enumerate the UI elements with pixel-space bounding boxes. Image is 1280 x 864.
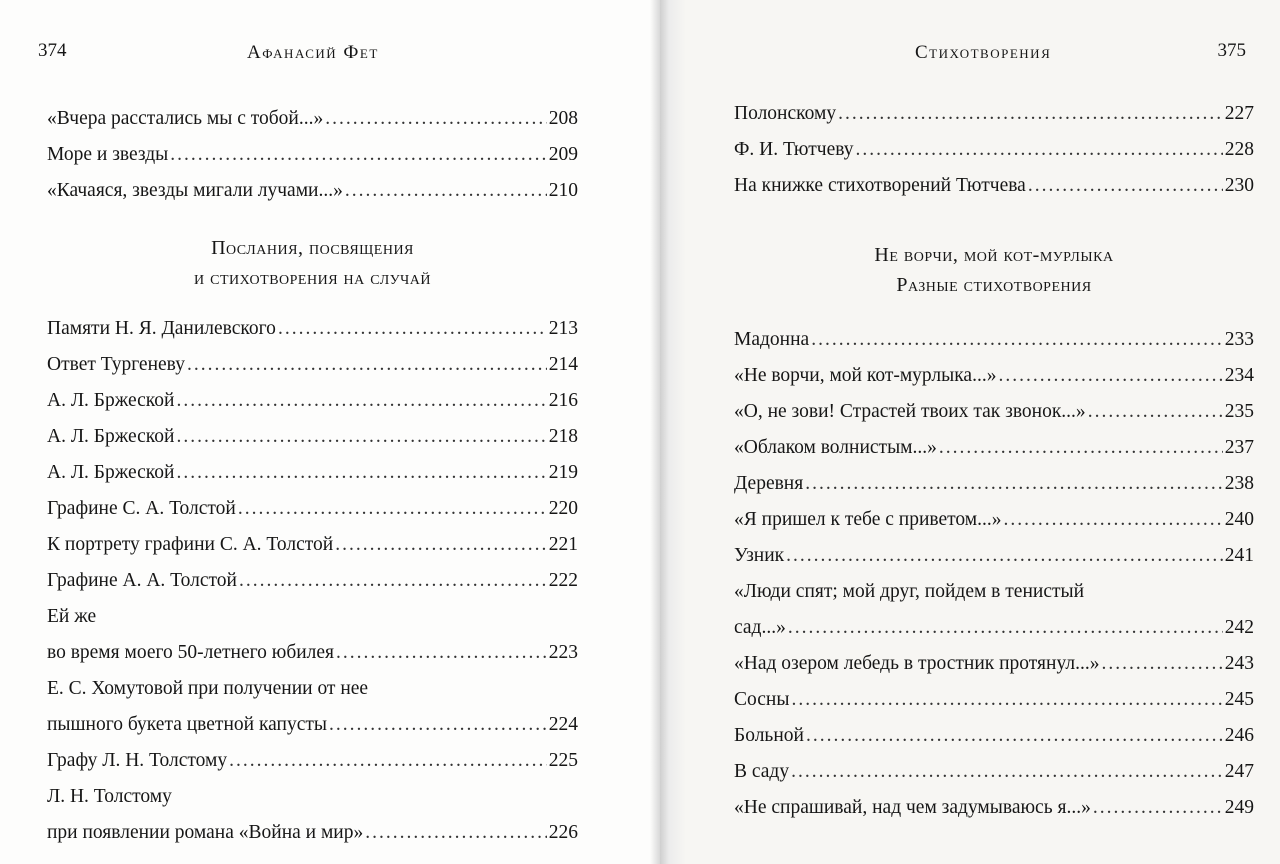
dot-leader: [1088, 394, 1223, 430]
toc-entry-page: 213: [548, 318, 578, 339]
toc-entry-page: 220: [548, 498, 578, 519]
dot-leader: [811, 322, 1223, 358]
toc-entry-title: Памяти Н. Я. Данилевского: [47, 318, 276, 339]
toc-entry-page: 227: [1224, 103, 1254, 124]
running-head-title: Афанасий Фет: [247, 42, 379, 63]
toc-entry: [47, 419, 578, 455]
toc-entry-page: 243: [1224, 653, 1254, 674]
toc-entry-page: 238: [1224, 473, 1254, 494]
toc-entry-page: 221: [548, 534, 578, 555]
toc-entry-title: «Облаком волнистым...»: [734, 437, 937, 458]
toc-entry-title: пышного букета цветной капусты: [47, 714, 327, 735]
dot-leader: [239, 563, 547, 599]
toc-entry-title: Ф. И. Тютчеву: [734, 139, 854, 160]
toc-list-top: [47, 101, 578, 209]
toc-entry: [734, 682, 1254, 718]
toc-entry: [734, 754, 1254, 790]
toc-entry: [734, 430, 1254, 466]
section-title-line2: и стихотворения на случай: [194, 267, 431, 289]
toc-entry: [47, 671, 578, 743]
toc-entry-page: 225: [548, 750, 578, 771]
toc-entry: [47, 779, 578, 851]
toc-entry: [734, 132, 1254, 168]
dot-leader: [187, 347, 547, 383]
toc-entry-page: 223: [548, 642, 578, 663]
toc-entry-title: Сосны: [734, 689, 790, 710]
dot-leader: [238, 491, 547, 527]
toc-list-top: [734, 96, 1254, 204]
dot-leader: [335, 527, 547, 563]
running-head: [660, 40, 1280, 66]
toc-entry-title: Е. С. Хомутовой при получении от нее: [47, 678, 369, 699]
dot-leader: [176, 383, 546, 419]
toc-entry-title: «Я пришел к тебе с приветом...»: [734, 509, 1002, 530]
toc-entry-title: На книжке стихотворений Тютчева: [734, 175, 1026, 196]
dot-leader: [1101, 646, 1222, 682]
toc-entry-page: 222: [548, 570, 578, 591]
toc-entry: [734, 574, 1254, 646]
section-heading: [47, 233, 578, 293]
gutter-shadow: [660, 0, 686, 864]
dot-leader: [170, 137, 546, 173]
toc-entry-title: «Не ворчи, мой кот-мурлыка...»: [734, 365, 997, 386]
dot-leader: [1028, 168, 1223, 204]
toc-entry: [734, 790, 1254, 826]
toc-entry: [734, 394, 1254, 430]
toc-entry: [47, 527, 578, 563]
dot-leader: [176, 419, 546, 455]
toc-entry: [47, 563, 578, 599]
dot-leader: [786, 538, 1223, 574]
toc-list-section: [734, 322, 1254, 826]
toc-entry-page: 224: [548, 714, 578, 735]
toc-entry-title: Больной: [734, 725, 804, 746]
toc-entry: [734, 168, 1254, 204]
dot-leader: [856, 132, 1223, 168]
toc-entry-page: 241: [1224, 545, 1254, 566]
toc-entry-title: Ответ Тургеневу: [47, 354, 185, 375]
dot-leader: [838, 96, 1223, 132]
toc-entry-title: «О, не зови! Страстей твоих так звонок...»: [734, 401, 1086, 422]
toc-entry-title: А. Л. Бржеской: [47, 462, 175, 483]
toc-entry: [734, 96, 1254, 132]
page-number: 375: [1217, 40, 1246, 61]
section-title-line1: Послания, посвящения: [211, 237, 414, 259]
toc-entry-title: «Люди спят; мой друг, пойдем в тенистый: [734, 581, 1085, 602]
dot-leader: [1004, 502, 1223, 538]
toc-entry-title: «Вчера расстались мы с тобой...»: [47, 108, 324, 129]
dot-leader: [788, 610, 1223, 646]
toc-entry-title: Деревня: [734, 473, 804, 494]
toc-entry-page: 219: [548, 462, 578, 483]
toc-entry-title: сад...»: [734, 617, 786, 638]
toc-entry-page: 218: [548, 426, 578, 447]
dot-leader: [336, 635, 547, 671]
toc-list-section: [47, 311, 578, 851]
toc-entry-title: Графине С. А. Толстой: [47, 498, 236, 519]
toc-entry-title: Полонскому: [734, 103, 837, 124]
toc-entry-page: 228: [1224, 139, 1254, 160]
dot-leader: [939, 430, 1223, 466]
dot-leader: [806, 718, 1223, 754]
toc-entry: [47, 347, 578, 383]
toc-entry-title: «Над озером лебедь в тростник протянул...»: [734, 653, 1100, 674]
toc-entry-page: 242: [1224, 617, 1254, 638]
dot-leader: [329, 707, 547, 743]
page-number: 374: [38, 40, 67, 61]
toc-entry-page: 230: [1224, 175, 1254, 196]
toc-entry-page: 245: [1224, 689, 1254, 710]
toc-entry-title: К портрету графини С. А. Толстой: [47, 534, 334, 555]
toc-entry-page: 216: [548, 390, 578, 411]
toc-entry: [47, 743, 578, 779]
toc-entry-page: 226: [548, 822, 578, 843]
running-head-title: Стихотворения: [915, 42, 1052, 63]
toc-entry-page: 208: [548, 108, 578, 129]
toc-entry-page: 209: [548, 144, 578, 165]
section-heading: [734, 240, 1254, 300]
dot-leader: [345, 173, 547, 209]
dot-leader: [1093, 790, 1223, 826]
toc-entry: [734, 466, 1254, 502]
page-edge-shadow: [650, 0, 660, 864]
section-title-line2: Разные стихотворения: [896, 274, 1092, 296]
toc-entry: [734, 322, 1254, 358]
toc-entry-title: во время моего 50-летнего юбилея: [47, 642, 335, 663]
dot-leader: [229, 743, 547, 779]
toc-entry-title: «Не спрашивай, над чем задумываюсь я...»: [734, 797, 1091, 818]
toc-entry-page: 237: [1224, 437, 1254, 458]
toc-entry: [734, 502, 1254, 538]
toc-entry: [734, 718, 1254, 754]
toc-entry-page: 249: [1224, 797, 1254, 818]
toc-entry-page: 246: [1224, 725, 1254, 746]
toc-entry-title: Ей же: [47, 606, 97, 627]
toc-entry-page: 235: [1224, 401, 1254, 422]
dot-leader: [365, 815, 547, 851]
toc-entry-title: Л. Н. Толстому: [47, 786, 172, 807]
dot-leader: [325, 101, 547, 137]
toc-entry-title: Мадонна: [734, 329, 810, 350]
toc-entry-page: 210: [548, 180, 578, 201]
toc-entry-title: В саду: [734, 761, 790, 782]
dot-leader: [176, 455, 546, 491]
toc-entry: [47, 455, 578, 491]
toc-entry-title: «Качаяся, звезды мигали лучами...»: [47, 180, 343, 201]
toc-entry-page: 247: [1224, 761, 1254, 782]
toc-entry-title: Узник: [734, 545, 785, 566]
toc-entry-page: 233: [1224, 329, 1254, 350]
toc-entry: [47, 101, 578, 137]
toc-entry-page: 234: [1224, 365, 1254, 386]
dot-leader: [791, 682, 1222, 718]
dot-leader: [998, 358, 1222, 394]
running-head: [0, 40, 660, 66]
toc-entry-title: Море и звезды: [47, 144, 169, 165]
toc-entry-page: 214: [548, 354, 578, 375]
toc-entry: [47, 173, 578, 209]
dot-leader: [278, 311, 547, 347]
toc-entry: [47, 599, 578, 671]
toc-entry-title: Графине А. А. Толстой: [47, 570, 237, 591]
toc-entry: [47, 311, 578, 347]
toc-entry-title: А. Л. Бржеской: [47, 426, 175, 447]
section-title-line1: Не ворчи, мой кот-мурлыка: [874, 244, 1114, 266]
toc-entry-title: А. Л. Бржеской: [47, 390, 175, 411]
toc-entry: [734, 358, 1254, 394]
dot-leader: [791, 754, 1223, 790]
toc-entry: [47, 491, 578, 527]
toc-entry-title: Графу Л. Н. Толстому: [47, 750, 228, 771]
toc-entry: [734, 538, 1254, 574]
toc-entry: [47, 137, 578, 173]
toc-entry: [734, 646, 1254, 682]
toc-entry-page: 240: [1224, 509, 1254, 530]
toc-entry: [47, 383, 578, 419]
dot-leader: [805, 466, 1223, 502]
toc-entry-title: при появлении романа «Война и мир»: [47, 822, 364, 843]
right-page: [660, 0, 1280, 864]
